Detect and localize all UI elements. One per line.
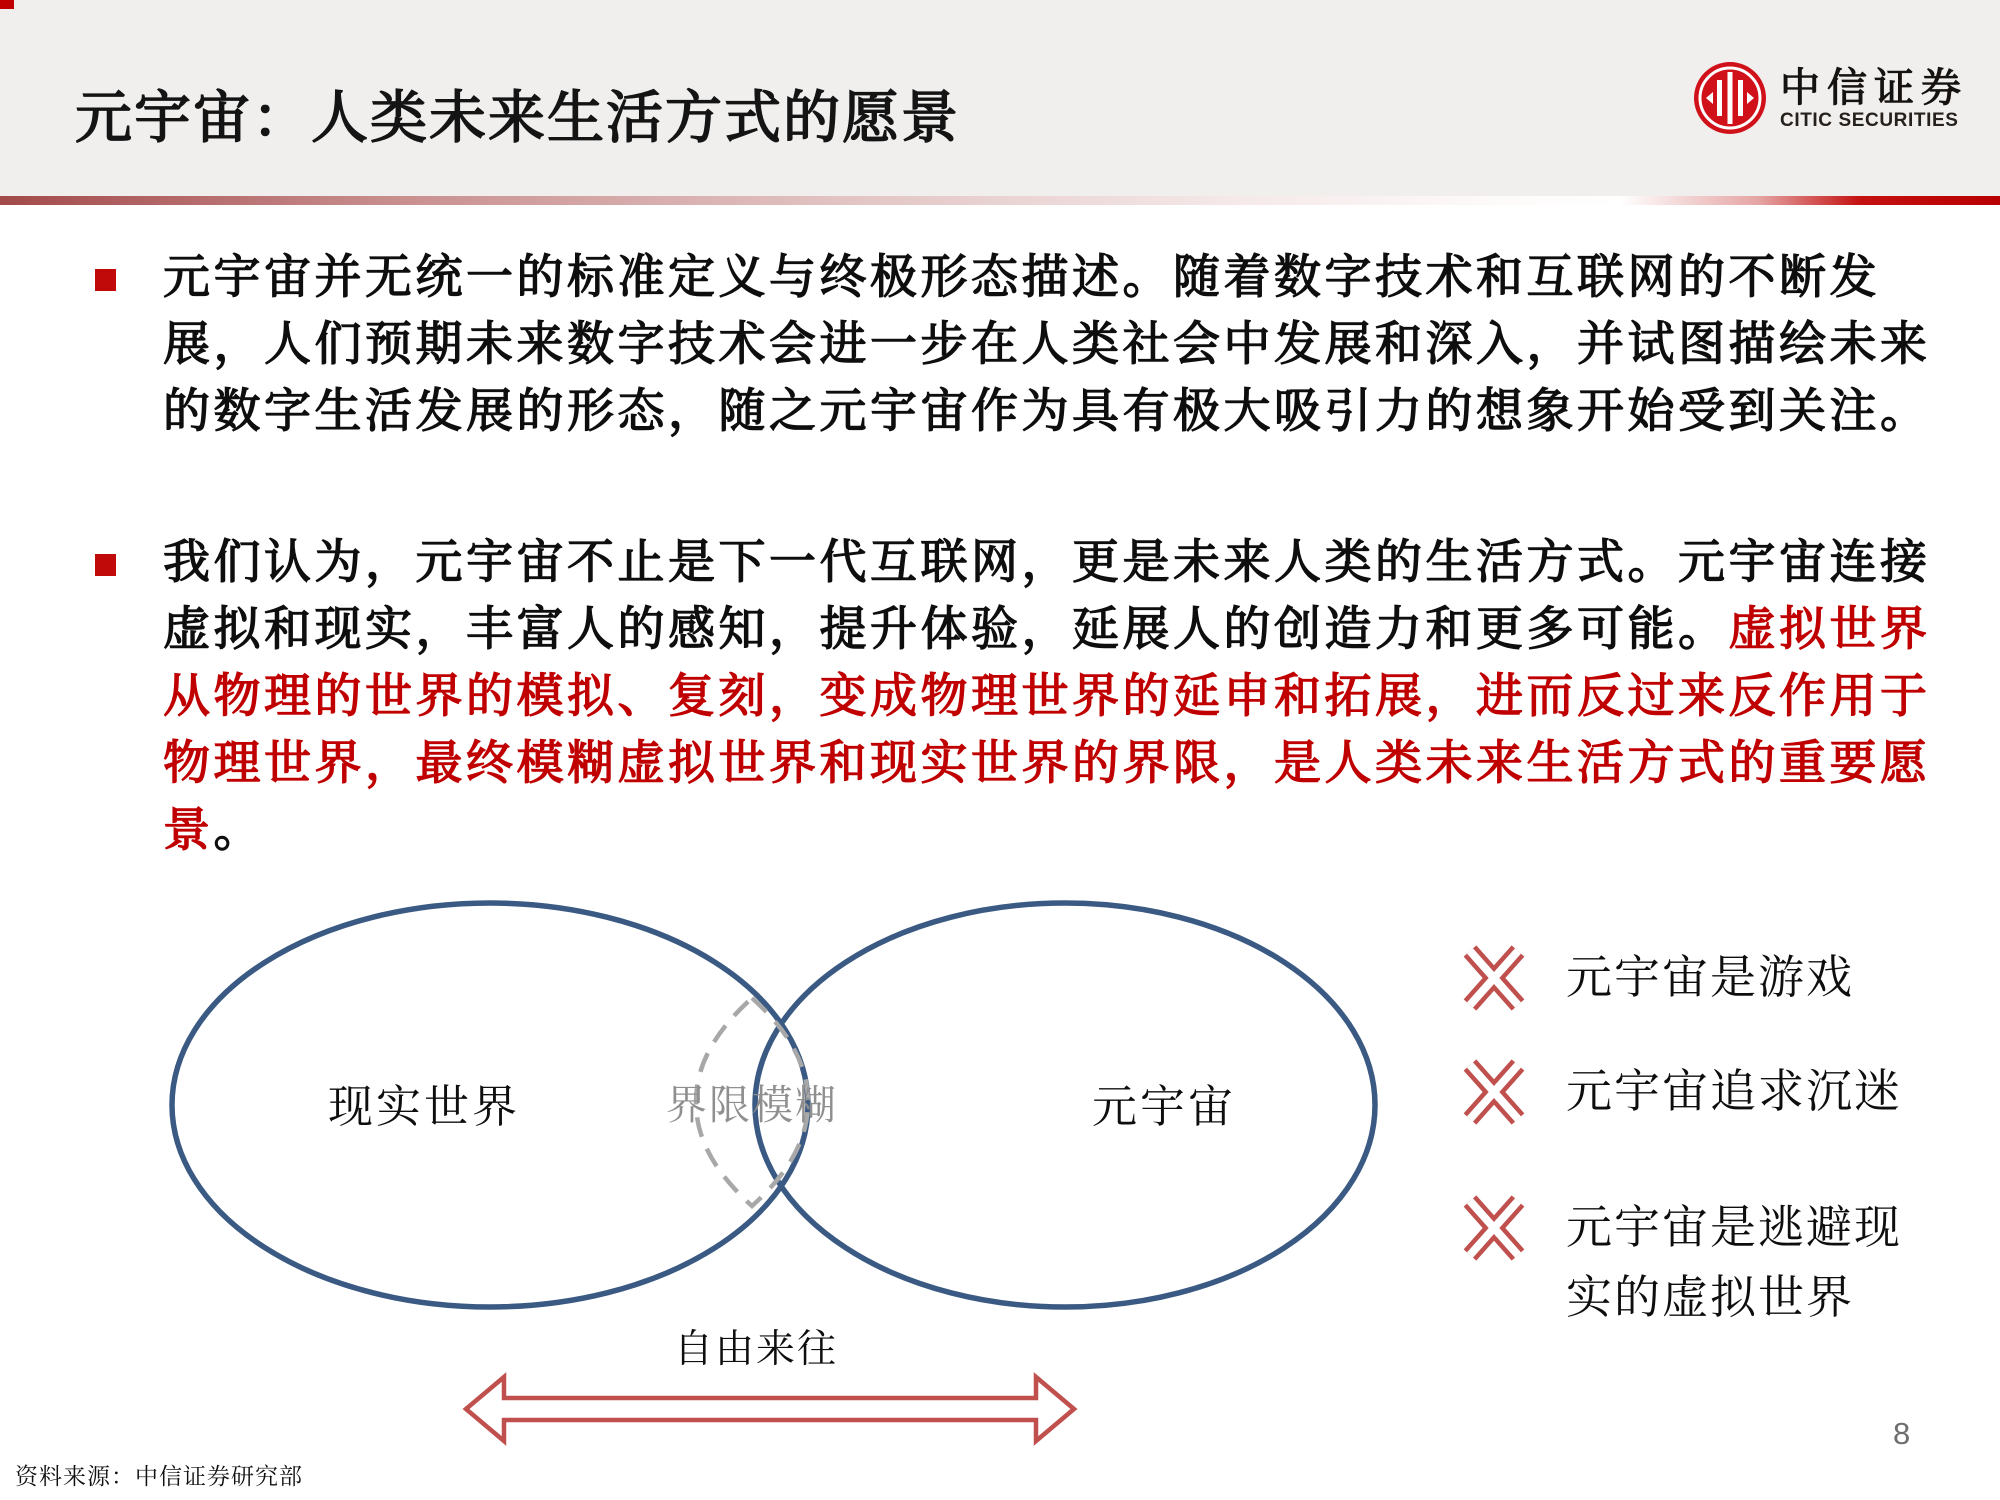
- venn-diagram: [150, 880, 1400, 1460]
- metaverse-ellipse: [755, 903, 1375, 1307]
- logo-name-cn: 中信证券: [1780, 66, 1968, 110]
- bullet-marker: [95, 269, 116, 291]
- bullet-paragraph-1: [163, 243, 1958, 444]
- page-title: 元宇宙：人类未来生活方式的愿景: [75, 86, 960, 150]
- x-mark-icon: [1462, 1192, 1526, 1264]
- bullet-paragraph-2: [163, 528, 1958, 863]
- misconception-item: [1462, 1056, 1911, 1128]
- metaverse-label: 元宇宙: [1091, 1081, 1237, 1132]
- misconception-item: [1462, 1192, 1911, 1332]
- real-world-label: 现实世界: [327, 1081, 521, 1132]
- source-note: 资料来源：中信证券研究部: [15, 1463, 303, 1489]
- corner-accent: [0, 0, 14, 9]
- page-number: 8: [1893, 1416, 1911, 1451]
- misconception-label: 元宇宙是游戏: [1566, 951, 1854, 1003]
- free-travel-label: 自由来往: [673, 1328, 839, 1371]
- paragraph-text-red: 虚拟世界从物理的世界的模拟、复刻，变成物理世界的延申和拓展，进而反过来反作用于物理世界，最终模糊虚拟世界和现实世界的界限，是人类未来生活方式的重要愿景: [163, 602, 1931, 856]
- paragraph-text-black: 元宇宙并无统一的标准定义与终极形态描述。随着数字技术和互联网的不断发展，人们预期未来数字技术会进一步在人类社会中发展和深入，并试图描绘未来的数字生活发展的形态，随之元宇宙作为具有极大吸引力的想象开始受到关注。: [163, 250, 1931, 437]
- misconception-item: [1462, 942, 1911, 1014]
- overlap-label: 界限模糊: [666, 1082, 838, 1128]
- x-mark-icon: [1462, 942, 1526, 1014]
- logo-name-en: CITIC SECURITIES: [1780, 110, 1959, 131]
- misconception-label: 元宇宙追求沉迷: [1566, 1065, 1902, 1117]
- paragraph-text-black: 我们认为，元宇宙不止是下一代互联网，更是未来人类的生活方式。元宇宙连接虚拟和现实，丰富人的感知，提升体验，延展人的创造力和更多可能。: [163, 535, 1931, 655]
- citic-logo: [1692, 60, 1968, 136]
- double-arrow-icon: [466, 1377, 1074, 1441]
- misconception-label: 元宇宙是逃避现实的虚拟世界: [1566, 1201, 1902, 1323]
- paragraph-text-tail: 。: [213, 803, 264, 856]
- bullet-marker: [95, 554, 116, 576]
- x-mark-icon: [1462, 1056, 1526, 1128]
- citic-emblem-icon: [1692, 60, 1768, 136]
- header-divider: [0, 196, 2000, 205]
